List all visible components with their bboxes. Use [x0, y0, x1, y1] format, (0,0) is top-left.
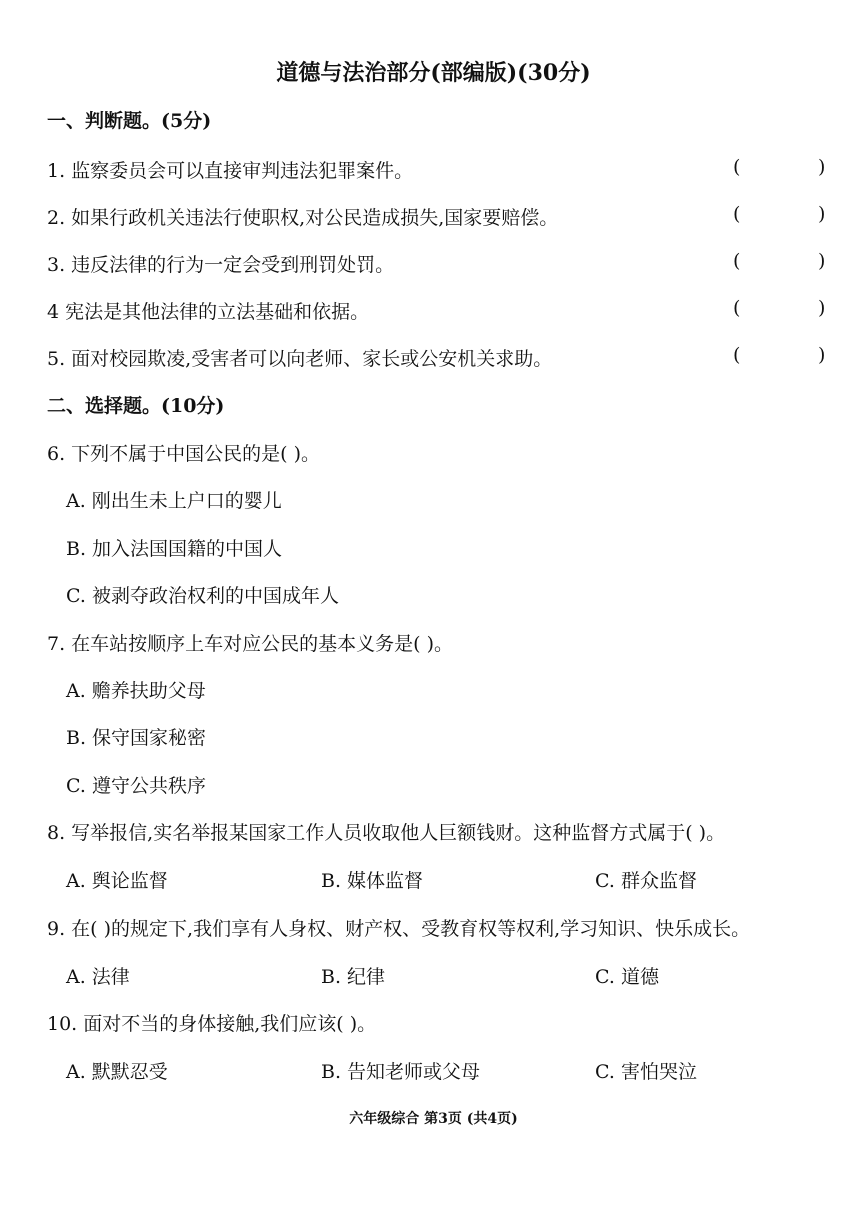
option-9b: B. 纪律: [321, 966, 386, 988]
answer-paren-close: ): [818, 250, 826, 272]
page-footer: 六年级综合 第3页 (共4页): [349, 1111, 518, 1127]
choice-question-6: 6. 下列不属于中国公民的是( )。: [47, 443, 321, 465]
option-10a: A. 默默忍受: [66, 1061, 168, 1083]
section-heading-judgment: 一、判断题。(5分): [47, 110, 212, 132]
option-7b: B. 保守国家秘密: [66, 727, 207, 749]
choice-question-7: 7. 在车站按顺序上车对应公民的基本义务是( )。: [47, 633, 454, 655]
option-8a: A. 舆论监督: [66, 870, 168, 892]
choice-question-10: 10. 面对不当的身体接触,我们应该( )。: [47, 1013, 377, 1035]
option-6b: B. 加入法国国籍的中国人: [66, 538, 283, 560]
answer-paren-open: (: [733, 156, 741, 178]
answer-paren-close: ): [818, 156, 826, 178]
section-heading-choice: 二、选择题。(10分): [47, 395, 225, 417]
judgment-question-1: 1. 监察委员会可以直接审判违法犯罪案件。: [47, 160, 414, 182]
judgment-question-5: 5. 面对校园欺凌,受害者可以向老师、家长或公安机关求助。: [47, 348, 553, 370]
option-9c: C. 道德: [595, 966, 659, 988]
option-6c: C. 被剥夺政治权利的中国成年人: [66, 585, 339, 607]
option-7c: C. 遵守公共秩序: [66, 775, 206, 797]
answer-paren-close: ): [818, 344, 826, 366]
choice-question-9: 9. 在( )的规定下,我们享有人身权、财产权、受教育权等权利,学习知识、快乐成长。: [47, 918, 751, 940]
answer-paren-open: (: [733, 344, 741, 366]
answer-paren-close: ): [818, 297, 826, 319]
answer-paren-close: ): [818, 203, 826, 225]
option-7a: A. 赡养扶助父母: [66, 680, 206, 702]
option-9a: A. 法律: [66, 966, 130, 988]
answer-paren-open: (: [733, 203, 741, 225]
judgment-question-2: 2. 如果行政机关违法行使职权,对公民造成损失,国家要赔偿。: [47, 207, 559, 229]
option-8b: B. 媒体监督: [321, 870, 424, 892]
judgment-question-3: 3. 违反法律的行为一定会受到刑罚处罚。: [47, 254, 395, 276]
judgment-question-4: 4 宪法是其他法律的立法基础和依据。: [47, 301, 370, 323]
choice-question-8: 8. 写举报信,实名举报某国家工作人员收取他人巨额钱财。这种监督方式属于( )。: [47, 822, 726, 844]
answer-paren-open: (: [733, 250, 741, 272]
option-6a: A. 刚出生未上户口的婴儿: [66, 490, 282, 512]
option-10c: C. 害怕哭泣: [595, 1061, 697, 1083]
option-10b: B. 告知老师或父母: [321, 1061, 481, 1083]
option-8c: C. 群众监督: [595, 870, 697, 892]
page-title: 道德与法治部分(部编版)(30分): [276, 60, 591, 86]
answer-paren-open: (: [733, 297, 741, 319]
